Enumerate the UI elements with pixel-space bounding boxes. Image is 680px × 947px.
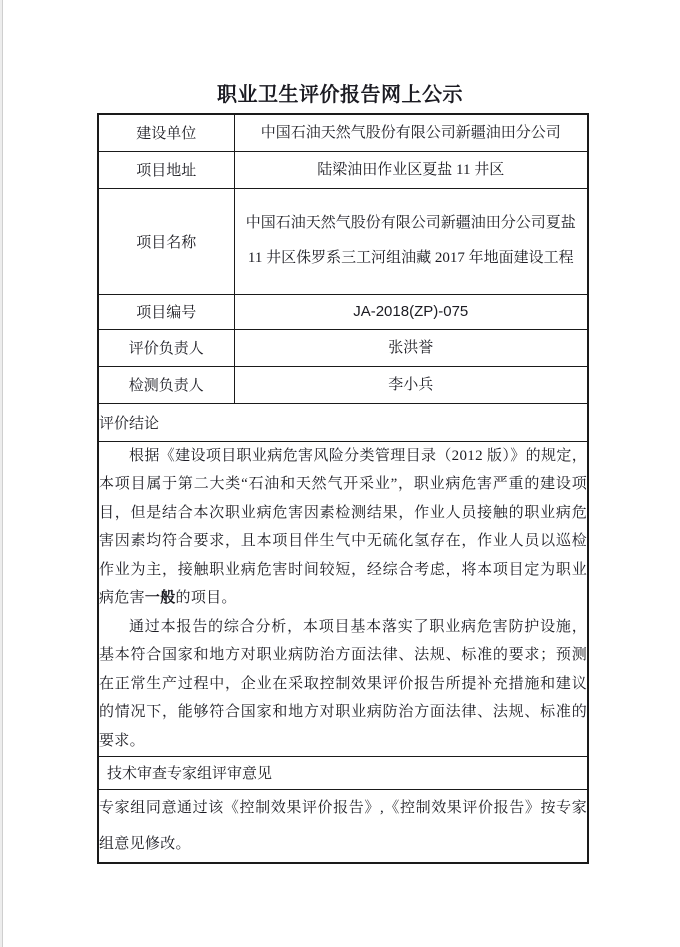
field-label-project-number: 项目编号 — [98, 294, 234, 329]
notice-table — [97, 113, 589, 864]
field-value-testing-lead: 李小兵 — [234, 366, 588, 403]
table-row — [98, 789, 588, 863]
conclusion-paragraph-1 — [99, 442, 587, 613]
field-value-project-name: 中国石油天然气股份有限公司新疆油田分公司夏盐 11 井区侏罗系三工河组油藏 2017 年地面建设工程 — [234, 188, 588, 294]
table-row — [98, 441, 588, 756]
table-row — [98, 403, 588, 441]
conclusion-paragraph-1-end: 的项目。 — [175, 590, 237, 606]
table-row — [98, 151, 588, 188]
expert-review-content: 专家组同意通过该《控制效果评价报告》,《控制效果评价报告》按专家组意见修改。 — [98, 789, 588, 863]
table-row — [98, 188, 588, 294]
section-label-expert-review: 技术审查专家组评审意见 — [98, 756, 588, 789]
field-value-project-number: JA-2018(ZP)-075 — [234, 294, 588, 329]
page-title: 职业卫生评价报告网上公示 — [217, 84, 463, 106]
field-label-project-address: 项目地址 — [98, 151, 234, 188]
page-left-edge — [0, 0, 3, 947]
field-value-construction-unit: 中国石油天然气股份有限公司新疆油田分公司 — [234, 114, 588, 151]
section-label-evaluation-conclusion: 评价结论 — [98, 403, 588, 441]
table-row — [98, 756, 588, 789]
conclusion-paragraph-1-text: 根据《建设项目职业病危害风险分类管理目录（2012 版）》的规定，本项目属于第二大类“石油和天然气开采业”，职业病危害严重的建设项目，但是结合本次职业病危害因素检测结果，作业人员接触的职业病危害因素均符合要求，且本项目伴生气中无硫化氢存在，作业人员以巡检作业为主，接触职业病危害时间较短，经综合考虑，将本项目定为职业病危害 — [99, 447, 587, 606]
table-row — [98, 329, 588, 366]
conclusion-paragraph-1-bold: 一般 — [144, 590, 176, 606]
field-value-project-address: 陆梁油田作业区夏盐 11 井区 — [234, 151, 588, 188]
field-label-construction-unit: 建设单位 — [98, 114, 234, 151]
table-row — [98, 366, 588, 403]
field-label-project-name: 项目名称 — [98, 188, 234, 294]
field-value-evaluation-lead: 张洪誉 — [234, 329, 588, 366]
field-label-testing-lead: 检测负责人 — [98, 366, 234, 403]
conclusion-body — [98, 441, 588, 756]
table-row — [98, 114, 588, 151]
conclusion-paragraph-2: 通过本报告的综合分析，本项目基本落实了职业病危害防护设施，基本符合国家和地方对职业病防治方面法律、法规、标准的要求；预测在正常生产过程中，企业在采取控制效果评价报告所提补充措施和建议的情况下，能够符合国家和地方对职业病防治方面法律、法规、标准的要求。 — [99, 618, 587, 749]
field-label-evaluation-lead: 评价负责人 — [98, 329, 234, 366]
table-row — [98, 294, 588, 329]
